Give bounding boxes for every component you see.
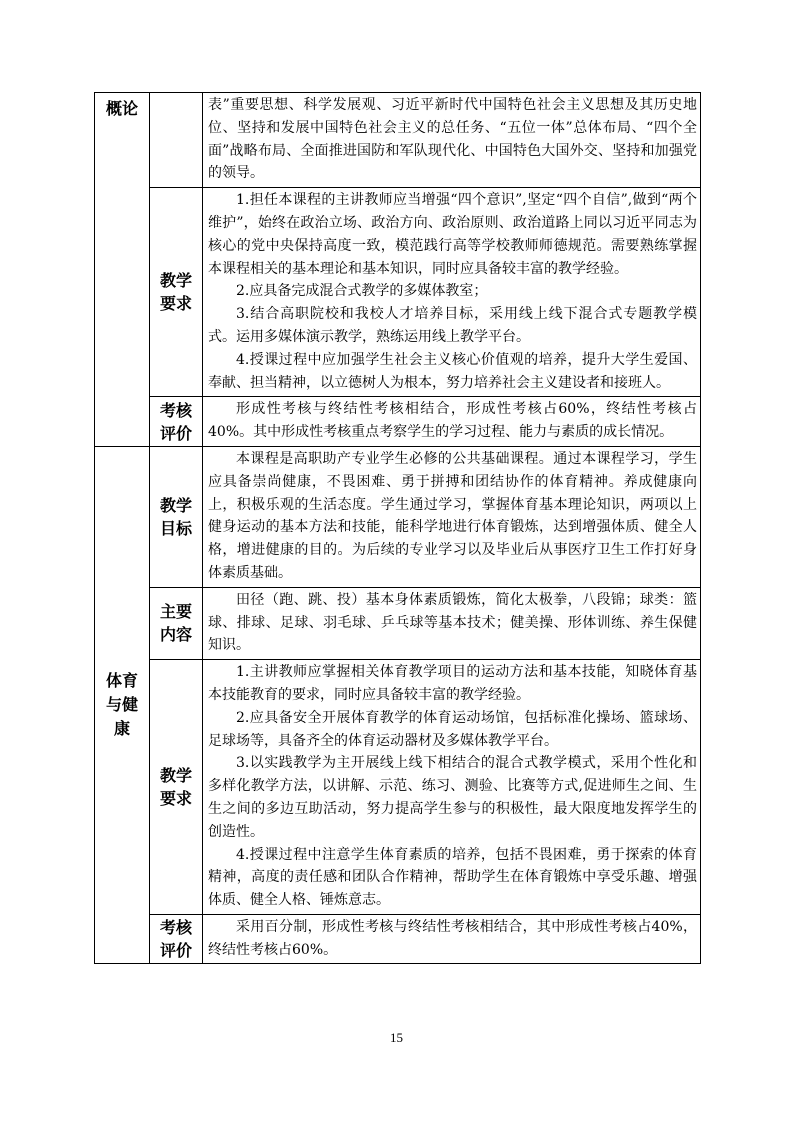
overview-continuation-row <box>95 93 701 188</box>
pe-goal-text: 本课程是高职助产专业学生必修的公共基础课程。通过本课程学习，学生应具备崇尚健康，不畏困难、勇于拼搏和团结协作的体育精神。养成健康向上，积极乐观的生活态度。学生通过学习，掌握体育基本理论知识，两项以上健身运动的基本方法和技能，能科学地进行体育锻炼，达到增强体质、健全人格，增进健康的目的。为后续的专业学习以及毕业后从事医疗卫生工作打好身体素质基础。 <box>203 446 701 587</box>
overview-requirements-row <box>95 188 701 397</box>
pe-assessment-row <box>95 914 701 964</box>
empty-label-cell <box>150 93 203 188</box>
label-main-content: 主要 内容 <box>150 587 203 659</box>
pe-assessment-text: 采用百分制，形成性考核与终结性考核相结合，其中形成性考核占40%，终结性考核占60%。 <box>203 914 701 964</box>
pe-requirements-row <box>95 660 701 915</box>
overview-requirements-text: 1.担任本课程的主讲教师应当增强“四个意识”,坚定“四个自信”,做到“两个维护”，始终在政治立场、政治方向、政治原则、政治道路上同以习近平同志为核心的党中央保持高度一致，模范践行高等学校教师师德规范。需要熟练掌握本课程相关的基本理论和基本知识，同时应具备较丰富的教学经验。 2.应具备完成混合式教学的多媒体教室； 3.结合高职院校和我校人才培养目标，采用线上线下混合式专题教学模式。运用多媒体演示教学，熟练运用线上教学平台。 4.授课过程中应加强学生社会主义核心价值观的培养，提升大学生爱国、奉献、担当精神，以立德树人为根本，努力培养社会主义建设者和接班人。 <box>203 188 701 397</box>
section-label-overview: 概论 <box>95 93 150 447</box>
section-label-pe-health: 体育 与健 康 <box>95 446 150 964</box>
label-assessment-pe: 考核 评价 <box>150 914 203 964</box>
overview-assessment-text: 形成性考核与终结性考核相结合，形成性考核占60%，终结性考核占40%。其中形成性考核重点考察学生的学习过程、能力与素质的成长情况。 <box>203 397 701 447</box>
label-assessment: 考核 评价 <box>150 397 203 447</box>
overview-assessment-row <box>95 397 701 447</box>
label-teaching-goal: 教学 目标 <box>150 446 203 587</box>
pe-requirements-text: 1.主讲教师应掌握相关体育教学项目的运动方法和基本技能，知晓体育基本技能教育的要求，同时应具备较丰富的教学经验。 2.应具备安全开展体育教学的体育运动场馆，包括标准化操场、篮球场、足球场等，具备齐全的体育运动器材及多媒体教学平台。 3.以实践教学为主开展线上线下相结合的混合式教学模式，采用个性化和多样化教学方法，以讲解、示范、练习、测验、比赛等方式,促进师生之间、生生之间的多边互助活动，努力提高学生参与的积极性，最大限度地发挥学生的创造性。 4.授课过程中注意学生体育素质的培养，包括不畏困难，勇于探索的体育精神，高度的责任感和团队合作精神，帮助学生在体育锻炼中享受乐趣、增强体质、健全人格、锤炼意志。 <box>203 660 701 915</box>
label-teaching-requirements: 教学 要求 <box>150 188 203 397</box>
pe-content-row <box>95 587 701 659</box>
pe-content-text: 田径（跑、跳、投）基本身体素质锻炼，简化太极拳，八段锦；球类：篮球、排球、足球、羽毛球、乒乓球等基本技术；健美操、形体训练、养生保健知识。 <box>203 587 701 659</box>
pe-goal-row <box>95 446 701 587</box>
overview-continuation-text: 表”重要思想、科学发展观、习近平新时代中国特色社会主义思想及其历史地位、坚持和发展中国特色社会主义的总任务、“五位一体”总体布局、“四个全面”战略布局、全面推进国防和军队现代化、中国特色大国外交、坚持和加强党的领导。 <box>203 93 701 188</box>
label-teaching-requirements-pe: 教学 要求 <box>150 660 203 915</box>
page-number: 15 <box>390 1030 403 1045</box>
curriculum-table <box>94 92 701 964</box>
